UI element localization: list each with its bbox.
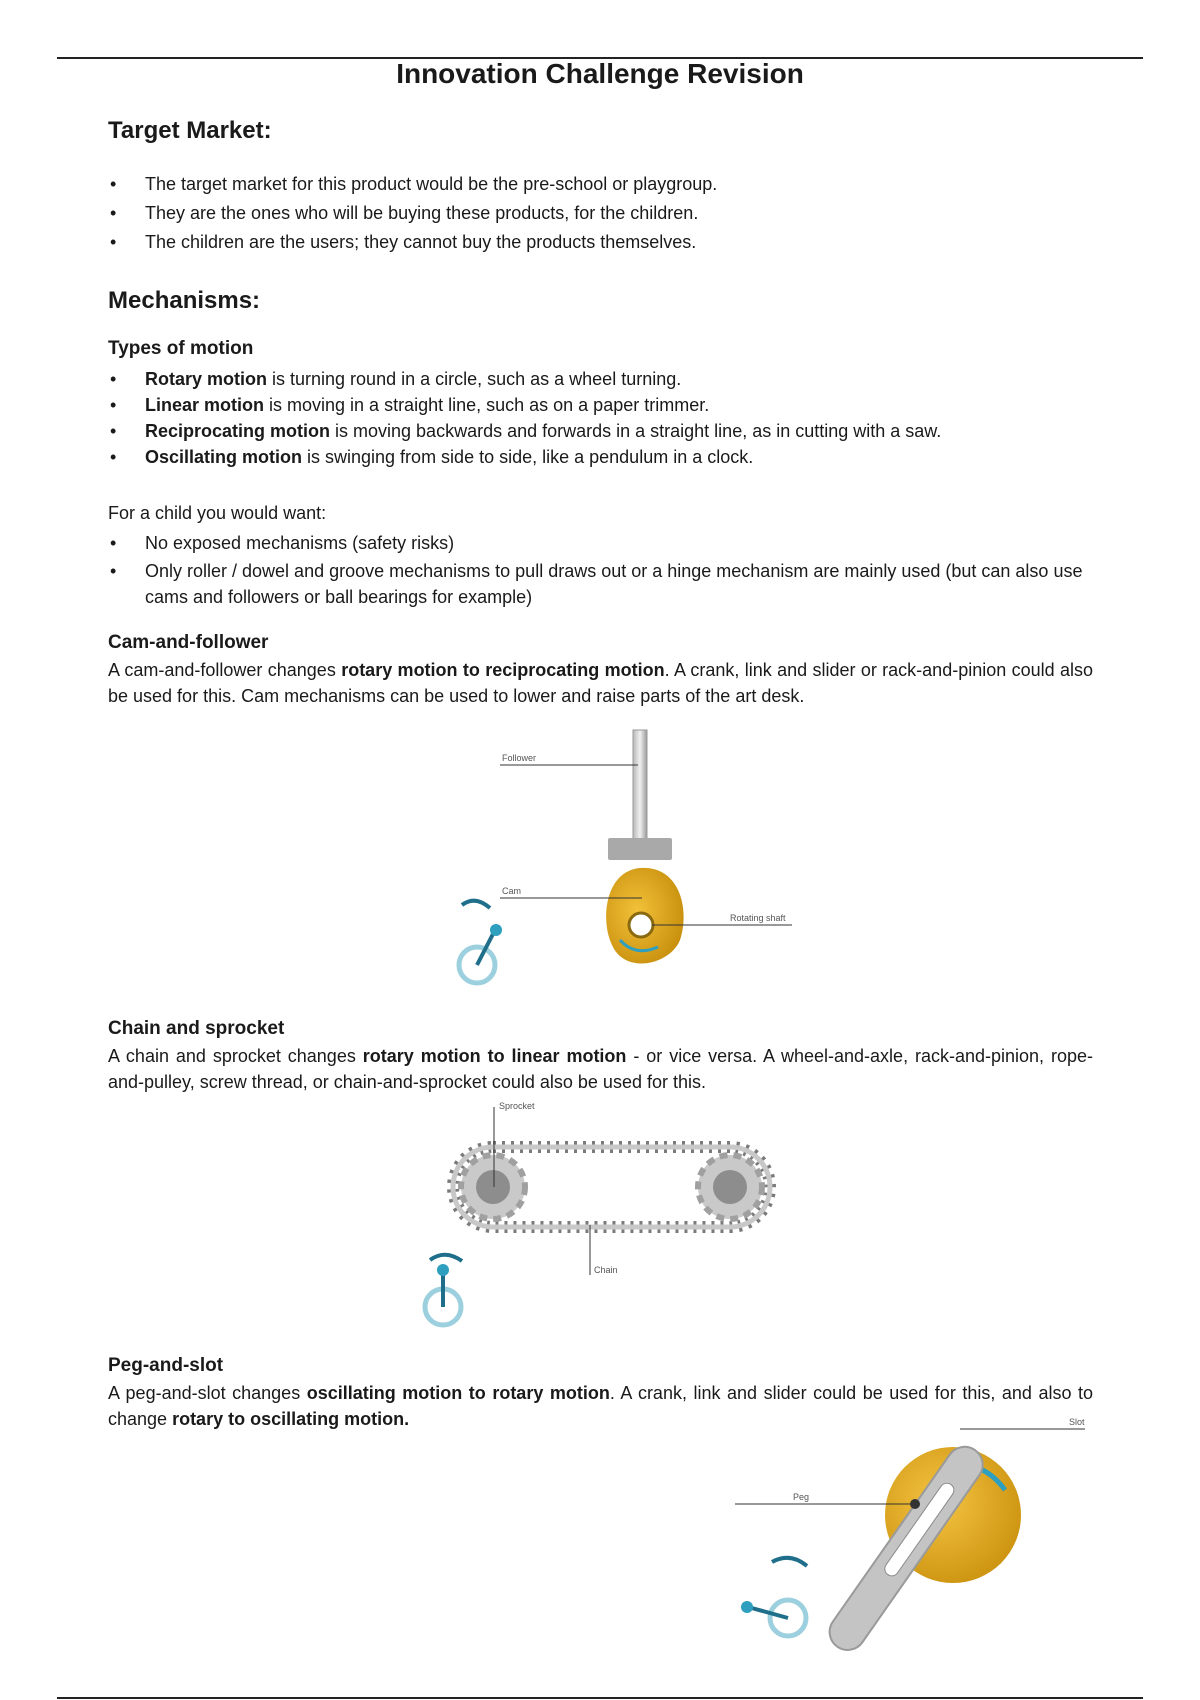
motion-types-list: [108, 366, 1093, 470]
mechanisms-heading: Mechanisms:: [108, 287, 261, 314]
chain-label: Chain: [594, 1265, 618, 1275]
page-title: Innovation Challenge Revision: [396, 58, 804, 89]
list-item: • No exposed mechanisms (safety risks): [110, 533, 455, 553]
follower-label: Follower: [502, 753, 537, 763]
child-requirements-list: [108, 530, 1093, 610]
rotary-symbol-icon: [459, 901, 502, 983]
peg-heading: Peg-and-slot: [108, 1355, 224, 1376]
follower-rod: [633, 730, 647, 840]
cam-heading: Cam-and-follower: [108, 632, 269, 653]
list-item: • The children are the users; they cannot buy the products themselves.: [110, 232, 697, 252]
list-item: • Only roller / dowel and groove mechanisms to pull draws out or a hinge mechanism are mainly used (but can also use cams and followers or ball bearings for example): [110, 561, 1083, 607]
target-market-heading: Target Market:: [108, 117, 272, 144]
slot-label: Slot: [1069, 1417, 1085, 1427]
oscillating-symbol-icon: [741, 1558, 807, 1636]
list-item: • They are the ones who will be buying these products, for the children.: [110, 203, 699, 223]
cam-label: Cam: [502, 886, 522, 896]
target-market-list: [108, 171, 1093, 255]
types-of-motion-heading: Types of motion: [108, 338, 254, 359]
peg: [910, 1499, 920, 1509]
child-intro: For a child you would want:: [108, 503, 327, 523]
peg-label: Peg: [793, 1492, 810, 1502]
list-item: • Oscillating motion is swinging from side to side, like a pendulum in a clock.: [110, 447, 754, 467]
cam-paragraph: A cam-and-follower changes rotary motion to reciprocating motion. A crank, link and slider or rack-and-pinion could also be used for this. Cam mechanisms can be used to lower and raise parts of the art desk.: [108, 660, 1093, 706]
cam-follower-diagram: [440, 725, 800, 990]
chain-heading: Chain and sprocket: [108, 1018, 285, 1039]
list-item: • The target market for this product would be the pre-school or playgroup.: [110, 174, 718, 194]
bottom-rule: [57, 1697, 1143, 1699]
list-item: • Reciprocating motion is moving backwards and forwards in a straight line, as in cutting with a saw.: [110, 421, 942, 441]
list-item: • Linear motion is moving in a straight line, such as on a paper trimmer.: [110, 395, 710, 415]
chain-paragraph: A chain and sprocket changes rotary motion to linear motion - or vice versa. A wheel-and-axle, rack-and-pinion, rope-and-pulley, screw thread, or chain-and-sprocket could also be used for this.: [108, 1046, 1093, 1092]
peg-slot-diagram: [735, 1410, 1095, 1660]
sprocket-label: Sprocket: [499, 1101, 535, 1111]
rotating-shaft: [629, 913, 653, 937]
shaft-label: Rotating shaft: [730, 913, 786, 923]
peg-paragraph: A peg-and-slot changes oscillating motion to rotary motion. A crank, link and slider could be used for this, and also to change rotary to oscillating motion.: [108, 1383, 1094, 1429]
rotary-symbol-icon: [425, 1255, 462, 1325]
follower-foot: [608, 838, 672, 860]
chain-sprocket-diagram: [410, 1097, 790, 1337]
list-item: • Rotary motion is turning round in a circle, such as a wheel turning.: [110, 369, 682, 389]
